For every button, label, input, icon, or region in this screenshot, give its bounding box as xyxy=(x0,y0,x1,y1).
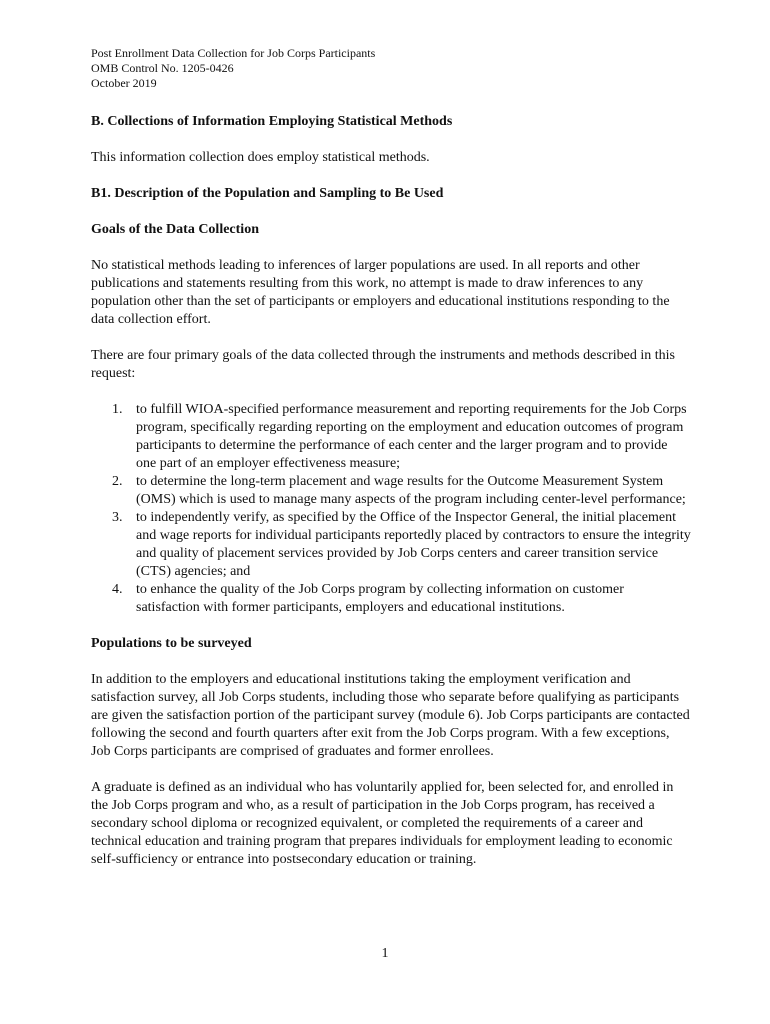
list-item-text: to determine the long-term placement and wage results for the Outcome Measurement System (OMS) which is used to manage many aspects of the program including center-level performance; xyxy=(136,474,686,507)
goals-paragraph-2: There are four primary goals of the data collected through the instruments and methods described in this request: xyxy=(91,348,675,381)
list-item-number: 3. xyxy=(112,510,123,525)
document-page xyxy=(91,46,691,869)
section-b1-heading: B1. Description of the Population and Sampling to Be Used xyxy=(91,186,444,201)
graduate-definition-paragraph: A graduate is defined as an individual who has voluntarily applied for, been selected for, and enrolled in the Job Corps program and who, as a result of participation in the Job Corps program, has received a secondary school diploma or recognized equivalent, or completed the requirements of a career and technical education and training program that prepares individuals for employment leading to economic self-sufficiency or entrance into postsecondary education or training. xyxy=(91,780,674,867)
section-b-intro: This information collection does employ statistical methods. xyxy=(91,150,430,165)
list-item xyxy=(91,581,691,617)
list-item xyxy=(91,401,691,473)
goals-paragraph-1: No statistical methods leading to inferences of larger populations are used. In all reports and other publications and statements resulting from this work, no attempt is made to draw inferences to any population other than the set of participants or employers and educational institutions responding to the data collection effort. xyxy=(91,258,670,327)
header-date: October 2019 xyxy=(91,76,157,90)
populations-heading: Populations to be surveyed xyxy=(91,636,252,651)
list-item-number: 1. xyxy=(112,402,123,417)
list-item xyxy=(91,509,691,581)
header-title: Post Enrollment Data Collection for Job Corps Participants xyxy=(91,46,376,60)
goals-heading: Goals of the Data Collection xyxy=(91,222,259,237)
list-item-number: 2. xyxy=(112,474,123,489)
page-number: 1 xyxy=(381,946,389,961)
populations-paragraph-1: In addition to the employers and educational institutions taking the employment verification and satisfaction survey, all Job Corps students, including those who separate before qualifying as participants are given the satisfaction portion of the participant survey (module 6). Job Corps participants are contacted following the second and fourth quarters after exit from the Job Corps program. With a few exceptions, Job Corps participants are comprised of graduates and former enrollees. xyxy=(91,672,690,759)
list-item xyxy=(91,473,691,509)
document-header xyxy=(91,46,691,91)
header-omb-number: OMB Control No. 1205-0426 xyxy=(91,61,234,75)
goals-list xyxy=(91,401,691,617)
list-item-text: to independently verify, as specified by the Office of the Inspector General, the initial placement and wage reports for individual participants reportedly placed by contractors to ensure the integrity and quality of placement services provided by Job Corps centers and career transition service (CTS) agencies; and xyxy=(136,510,691,579)
list-item-text: to fulfill WIOA-specified performance measurement and reporting requirements for the Job Corps program, specifically regarding reporting on the employment and education outcomes of program participants to determine the performance of each center and the larger program and to provide one part of an employer effectiveness measure; xyxy=(136,402,687,471)
list-item-text: to enhance the quality of the Job Corps program by collecting information on customer satisfaction with former participants, employers and educational institutions. xyxy=(136,582,624,615)
list-item-number: 4. xyxy=(112,582,123,597)
section-b-heading: B. Collections of Information Employing Statistical Methods xyxy=(91,114,453,129)
